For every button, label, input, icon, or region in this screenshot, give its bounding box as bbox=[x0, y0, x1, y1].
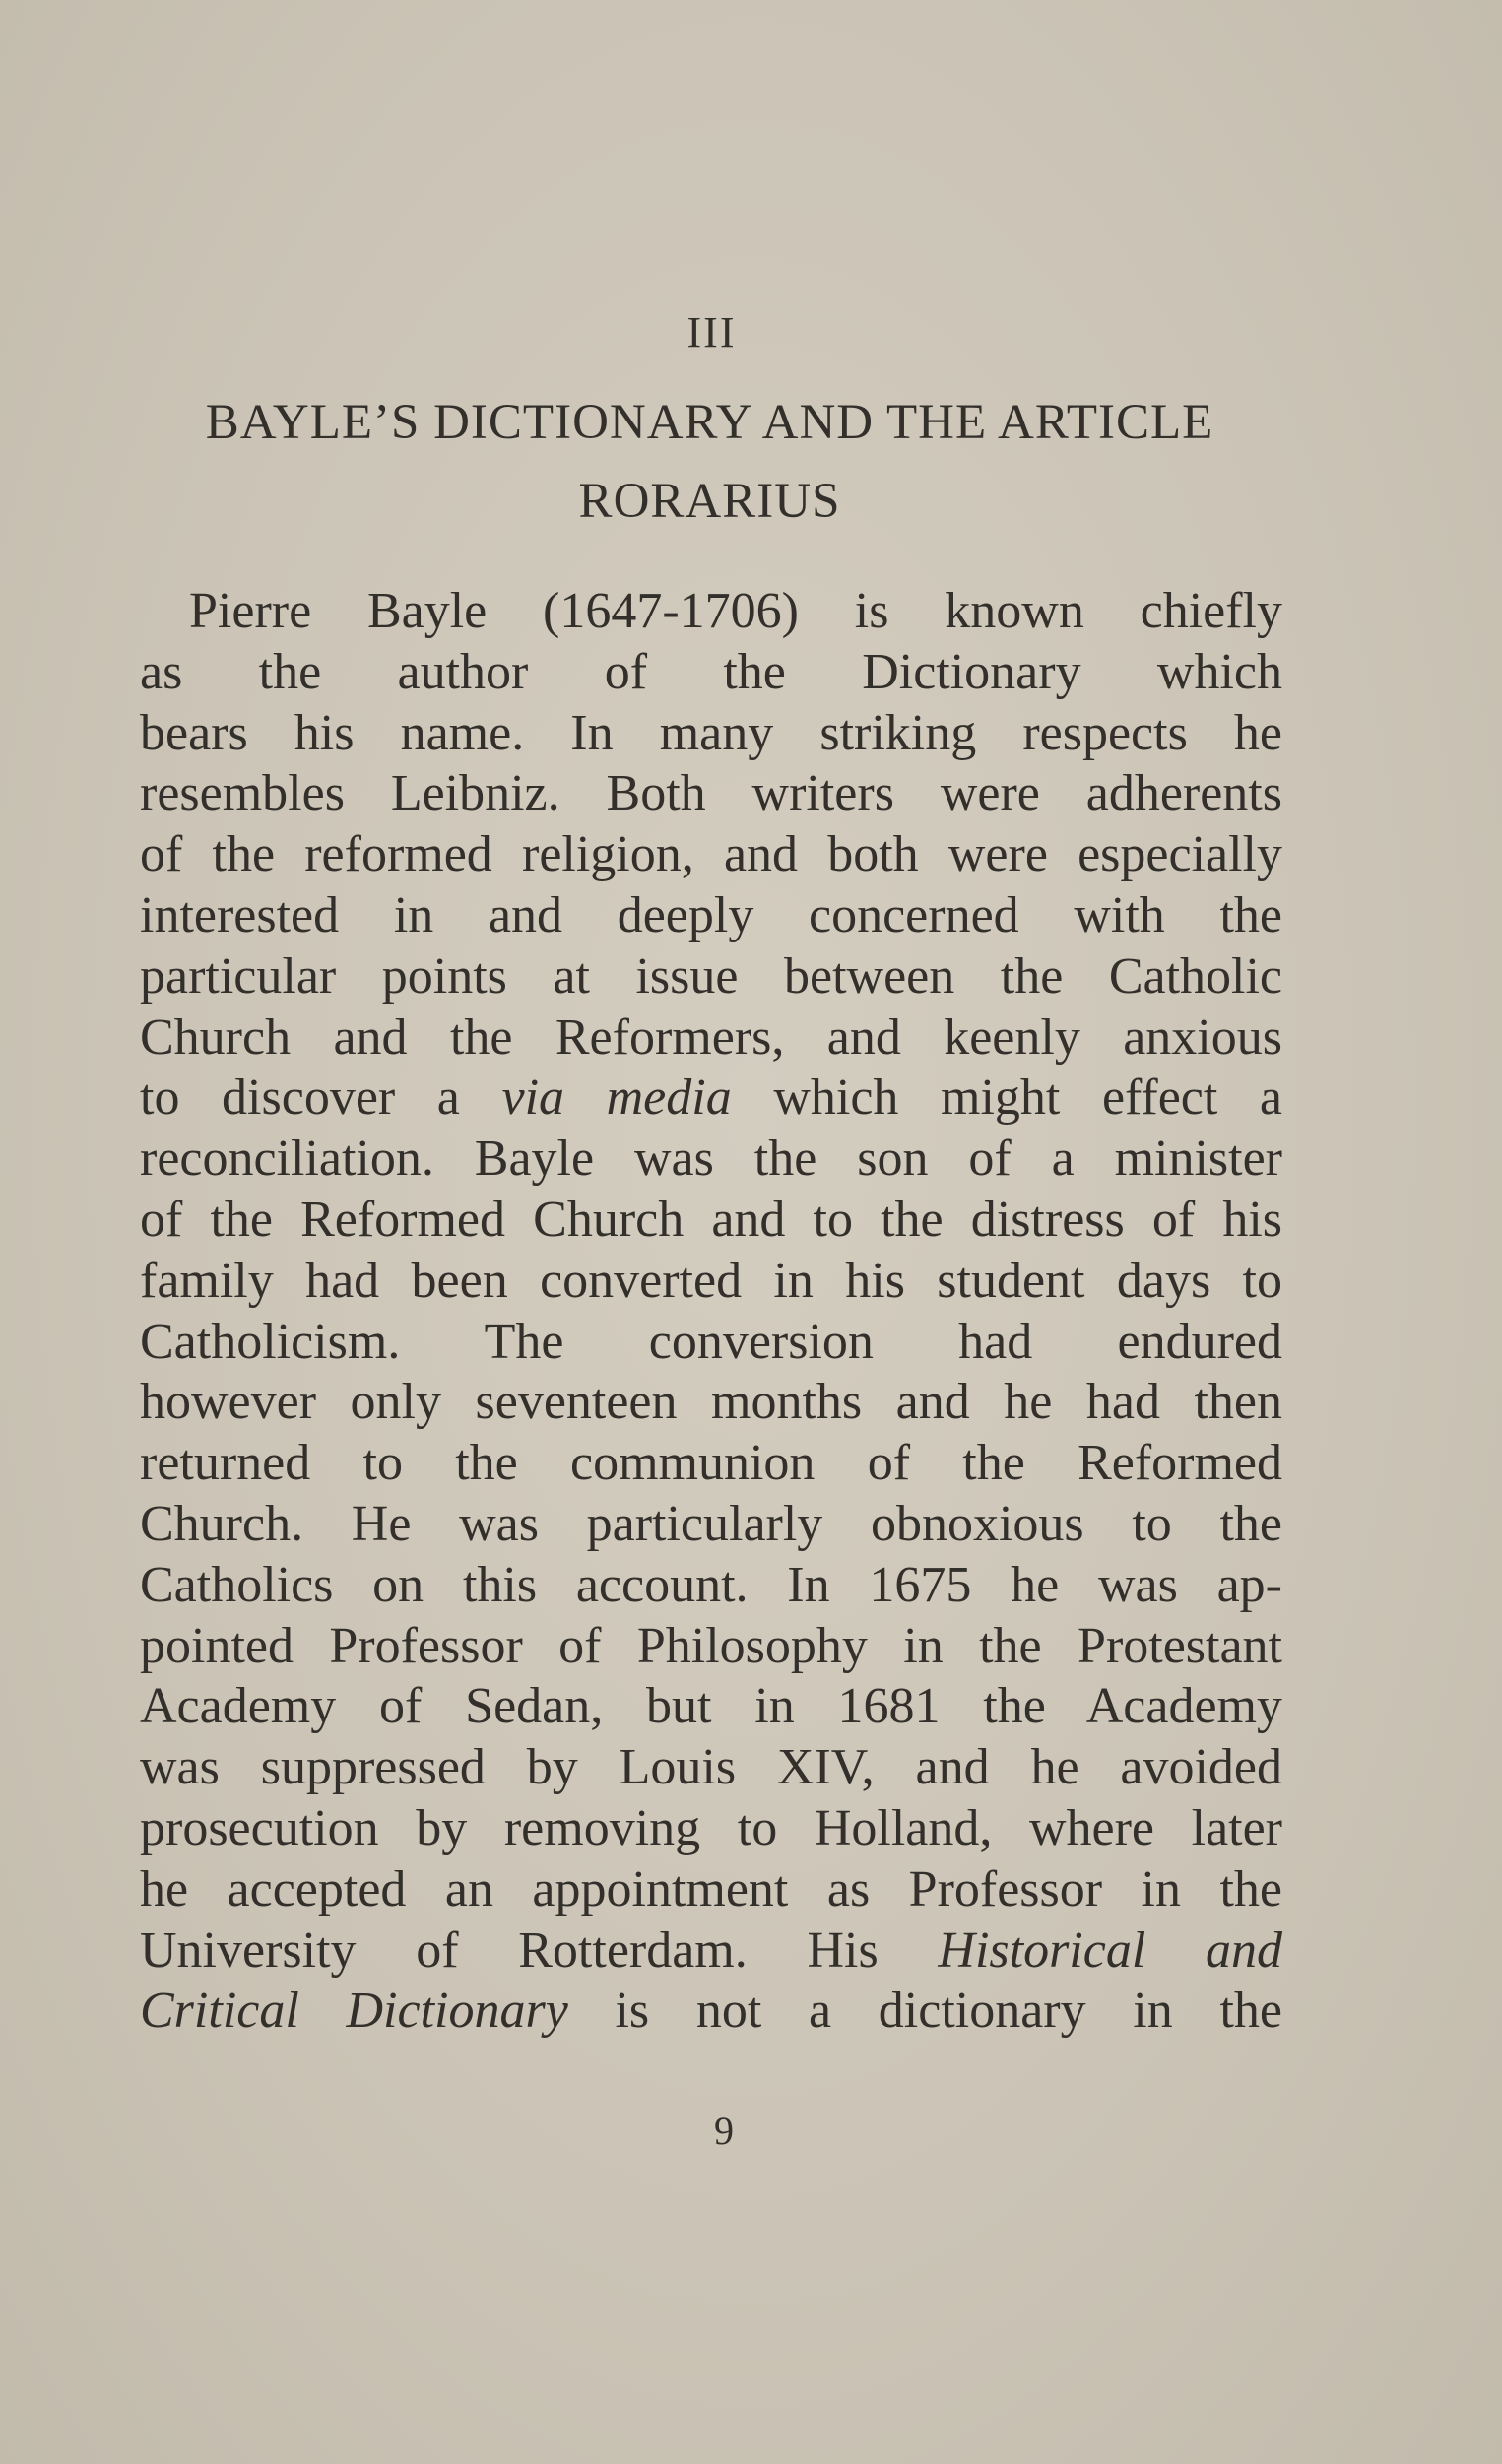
text-line: reconciliation. Bayle was the son of a minister bbox=[140, 1131, 1282, 1188]
text-segment: University of Rotterdam. His bbox=[140, 1921, 879, 1978]
text-line: interested in and deeply concerned with the bbox=[140, 886, 1282, 943]
italic-phrase: via media bbox=[501, 1070, 732, 1127]
italic-phrase: Historical and bbox=[938, 1921, 1282, 1978]
chapter-title-line-2: RORARIUS bbox=[578, 474, 841, 529]
text-line: as the author of the Dictionary which bbox=[140, 643, 1282, 700]
text-line: was suppressed by Louis XIV, and he avoided bbox=[140, 1739, 1282, 1796]
text-line: Church and the Reformers, and keenly anxious bbox=[140, 1008, 1282, 1066]
text-line: family had been converted in his student days to bbox=[140, 1252, 1282, 1309]
text-segment: to discover a bbox=[140, 1070, 460, 1127]
text-line: Catholicism. The conversion had endured bbox=[140, 1313, 1282, 1370]
text-segment: which might effect a bbox=[773, 1070, 1283, 1127]
text-line bbox=[140, 1920, 1282, 1981]
text-line: particular points at issue between the Catholic bbox=[140, 947, 1282, 1005]
text-line: Church. He was particularly obnoxious to the bbox=[140, 1495, 1282, 1552]
text-line: Catholics on this account. In 1675 he was ap- bbox=[140, 1556, 1282, 1613]
text-line: prosecution by removing to Holland, where later bbox=[140, 1799, 1282, 1856]
text-line: however only seventeen months and he had then bbox=[140, 1374, 1282, 1431]
page-number: 9 bbox=[714, 2108, 734, 2153]
text-line: of the reformed religion, and both were especially bbox=[140, 826, 1282, 883]
chapter-title-line-1: BAYLE’S DICTIONARY AND THE ARTICLE bbox=[205, 395, 1214, 450]
text-line: Pierre Bayle (1647-1706) is known chiefly bbox=[189, 583, 1282, 639]
text-line: returned to the communion of the Reformed bbox=[140, 1435, 1282, 1492]
text-line bbox=[140, 1980, 1282, 2042]
text-line bbox=[140, 1068, 1282, 1129]
text-line: Academy of Sedan, but in 1681 the Academy bbox=[140, 1678, 1282, 1735]
body-paragraph bbox=[140, 581, 1282, 2042]
text-line: bears his name. In many striking respects he bbox=[140, 704, 1282, 761]
text-line: of the Reformed Church and to the distress of his bbox=[140, 1191, 1282, 1248]
text-line: pointed Professor of Philosophy in the Protestant bbox=[140, 1617, 1282, 1674]
text-line: resembles Leibniz. Both writers were adherents bbox=[140, 765, 1282, 822]
text-segment: is not a dictionary in the bbox=[615, 1982, 1282, 2040]
chapter-number: III bbox=[686, 308, 737, 357]
italic-phrase: Critical Dictionary bbox=[140, 1982, 568, 2040]
text-line: he accepted an appointment as Professor in the bbox=[140, 1860, 1282, 1917]
